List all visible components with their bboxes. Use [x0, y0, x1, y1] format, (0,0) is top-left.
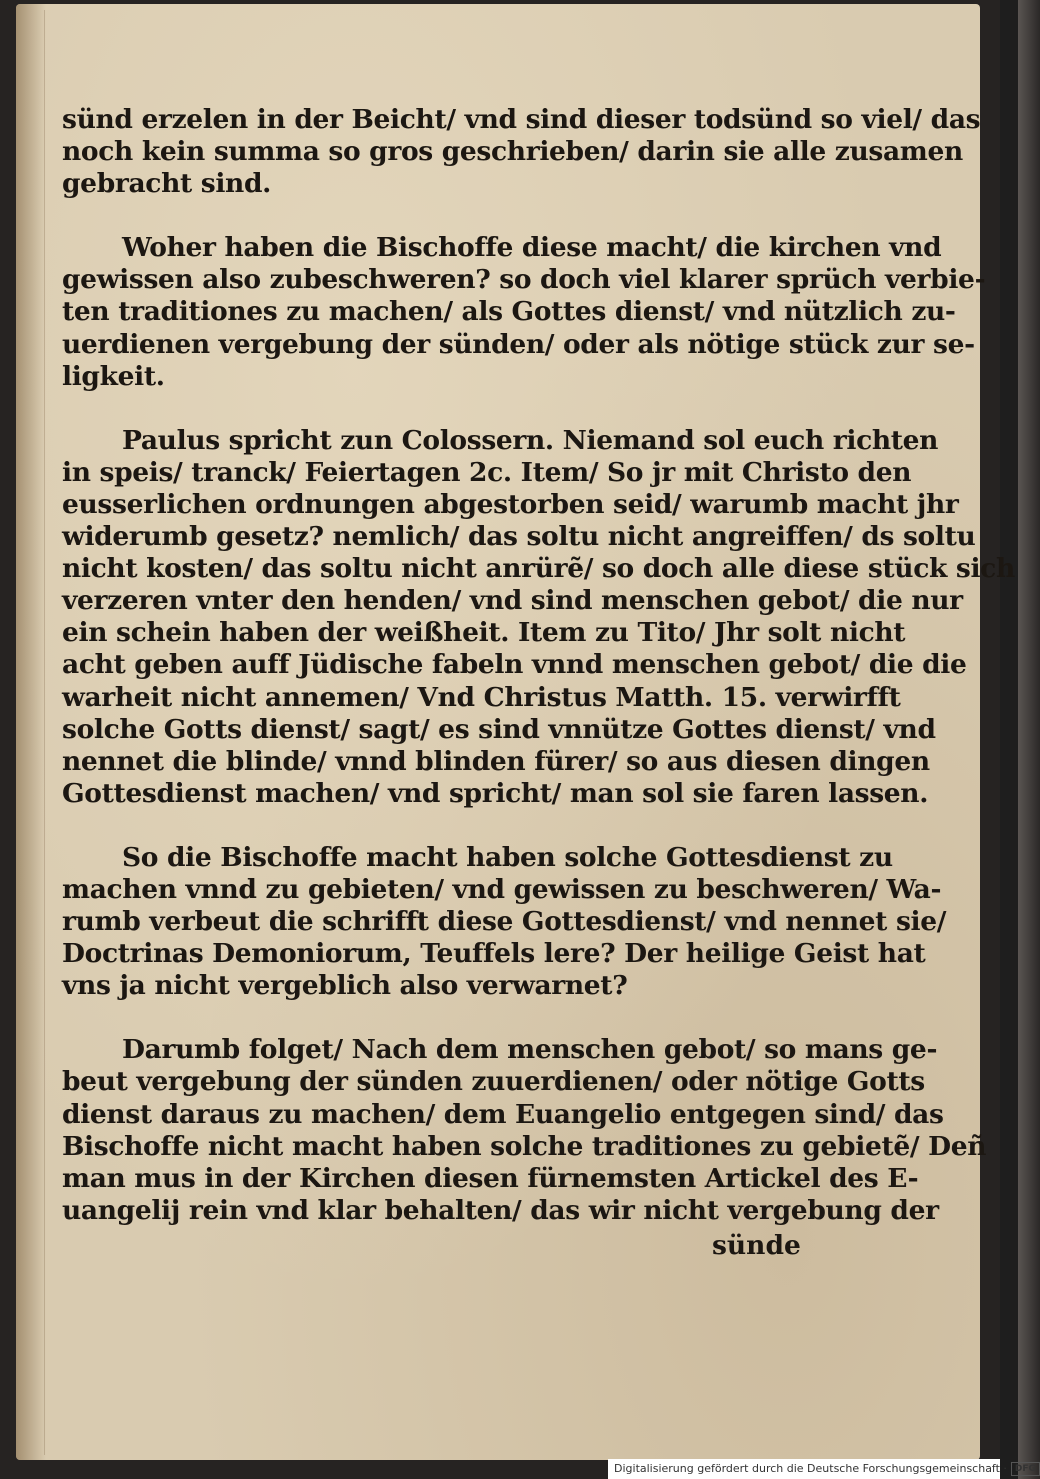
digitization-credit [608, 1459, 1036, 1479]
text-line: machen vnnd zu gebieten/ vnd gewissen zu beschweren/ Wa- [62, 873, 942, 905]
body-text [62, 104, 1015, 1259]
text-line: in speis/ tranck/ Feiertagen 2c. Item/ So jr mit Christo den [62, 456, 912, 488]
paragraph-3 [62, 424, 1015, 810]
text-line: Gottesdienst machen/ vnd spricht/ man sol sie faren lassen. [62, 777, 929, 809]
text-line: sünd erzelen in der Beicht/ vnd sind dieser todsünd so viel/ das [62, 104, 981, 135]
page-fold-line [44, 10, 45, 1455]
text-line: warheit nicht annemen/ Vnd Christus Matth. 15. verwirfft [62, 681, 901, 713]
text-line: Doctrinas Demoniorum, Teuffels lere? Der heilige Geist hat [62, 938, 926, 970]
page-gutter-shadow [16, 4, 46, 1460]
text-line: verzeren vnter den henden/ vnd sind menschen gebot/ die nur [62, 585, 963, 617]
text-line: uangelij rein vnd klar behalten/ das wir nicht vergebung der [62, 1194, 939, 1226]
text-line: solche Gotts dienst/ sagt/ es sind vnnütze Gottes dienst/ vnd [62, 713, 936, 745]
text-line: Bischoffe nicht macht haben solche traditiones zu gebietẽ/ Deñ [62, 1130, 987, 1162]
text-line: noch kein summa so gros geschrieben/ darin sie alle zusamen [62, 136, 963, 168]
paragraph-4 [62, 841, 947, 1002]
text-line: Woher haben die Bischoffe diese macht/ die kirchen vnd [122, 232, 942, 264]
paragraph-1 [62, 104, 981, 200]
text-line: man mus in der Kirchen diesen fürnemsten Artickel des E- [62, 1162, 919, 1194]
text-line: ligkeit. [62, 360, 165, 392]
text-line: Darumb folget/ Nach dem menschen gebot/ so mans ge- [122, 1034, 938, 1066]
text-line: nicht kosten/ das soltu nicht anrürẽ/ so doch alle diese stück sich [62, 553, 1015, 585]
paragraph-5 [62, 1034, 987, 1227]
text-line: gebracht sind. [62, 168, 272, 200]
text-line: eusserlichen ordnungen abgestorben seid/ warumb macht jhr [62, 488, 959, 520]
paragraph-2 [62, 232, 986, 392]
text-line: ein schein haben der weißheit. Item zu Tito/ Jhr solt nicht [62, 617, 906, 649]
text-line: So die Bischoffe macht haben solche Gottesdienst zu [122, 841, 893, 873]
text-line: widerumb gesetz? nemlich/ das soltu nicht angreiffen/ ds soltu [62, 521, 976, 553]
text-line: vns ja nicht vergeblich also verwarnet? [62, 970, 628, 1002]
text-line: dienst daraus zu machen/ dem Euangelio entgegen sind/ das [62, 1098, 944, 1130]
credit-text: Digitalisierung gefördert durch die Deutsche Forschungsgemeinschaft · [614, 1462, 1007, 1475]
text-line: acht geben auff Jüdische fabeln vnnd menschen gebot/ die die [62, 649, 967, 681]
dfg-logo: DFG [1011, 1462, 1040, 1476]
text-line: rumb verbeut die schrifft diese Gottesdienst/ vnd nennet sie/ [62, 906, 947, 938]
text-line: uerdienen vergebung der sünden/ oder als nötige stück zur se- [62, 328, 975, 360]
text-line: beut vergebung der sünden zuuerdienen/ oder nötige Gotts [62, 1066, 925, 1098]
text-line: nennet die blinde/ vnnd blinden fürer/ so aus diesen dingen [62, 745, 930, 777]
catchword: sünde [712, 1230, 801, 1261]
text-line: gewissen also zubeschweren? so doch viel klarer sprüch verbie- [62, 264, 986, 296]
scanner-edge [1018, 0, 1040, 1479]
text-line: Paulus spricht zun Colossern. Niemand sol euch richten [122, 424, 939, 456]
text-line: ten traditiones zu machen/ als Gottes dienst/ vnd nützlich zu- [62, 296, 956, 328]
